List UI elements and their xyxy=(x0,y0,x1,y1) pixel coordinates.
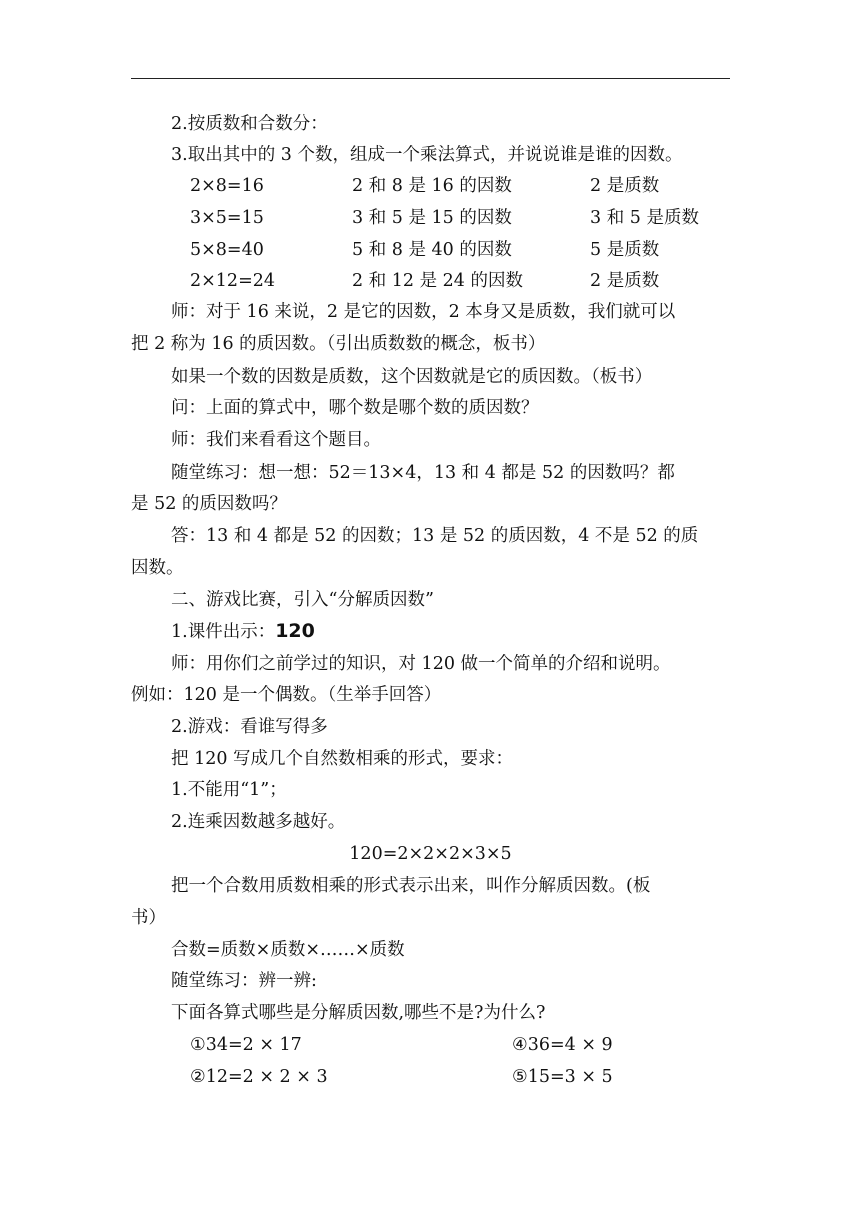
text-line: 把 120 写成几个自然数相乘的形式，要求： xyxy=(171,749,514,769)
text-line: 把一个合数用质数相乘的形式表示出来，叫作分解质因数。(板 xyxy=(171,876,651,896)
header-rule xyxy=(131,78,730,79)
table-cell: 2 和 12 是 24 的因数 xyxy=(352,271,523,291)
text-line: 如果一个数的因数是质数，这个因数就是它的质因数。（板书） xyxy=(171,367,653,387)
exercise-item: ②12=2 × 2 × 3 xyxy=(190,1067,328,1087)
text-line: 师：对于 16 来说，2 是它的因数，2 本身又是质数，我们就可以 xyxy=(171,302,676,322)
text-line: 师：用你们之前学过的知识，对 120 做一个简单的介绍和说明。 xyxy=(171,654,671,674)
text-line: 师：我们来看看这个题目。 xyxy=(171,430,381,450)
table-cell: 2 是质数 xyxy=(590,271,660,291)
text-line: 2.游戏：看谁写得多 xyxy=(171,717,328,737)
table-cell: 2×12=24 xyxy=(190,271,275,291)
table-cell: 3 和 5 是 15 的因数 xyxy=(352,208,512,228)
table-cell: 5 是质数 xyxy=(590,240,660,260)
exercise-item: ⑤15=3 × 5 xyxy=(512,1067,613,1087)
text-line: 把 2 称为 16 的质因数。（引出质数数的概念，板书） xyxy=(131,334,546,354)
table-cell: 3×5=15 xyxy=(190,208,264,228)
text-line: 2.连乘因数越多越好。 xyxy=(171,812,346,832)
text-line: 合数=质数×质数×……×质数 xyxy=(171,940,405,960)
text-line: 问：上面的算式中，哪个数是哪个数的质因数？ xyxy=(171,398,539,418)
table-cell: 3 和 5 是质数 xyxy=(590,208,699,228)
table-cell: 5×8=40 xyxy=(190,240,264,260)
text-line: 答：13 和 4 都是 52 的因数；13 是 52 的质因数，4 不是 52 的质 xyxy=(171,526,699,546)
table-cell: 2×8=16 xyxy=(190,176,264,196)
text-line: 下面各算式哪些是分解质因数,哪些不是?为什么? xyxy=(171,1003,546,1023)
text-line: 书） xyxy=(131,908,166,928)
formula: 120=2×2×2×3×5 xyxy=(349,844,512,864)
section-heading: 二、游戏比赛，引入“分解质因数” xyxy=(171,590,434,610)
text-line: 随堂练习：辨一辨: xyxy=(171,971,317,991)
text-prefix: 1.课件出示： xyxy=(171,622,276,642)
table-cell: 2 和 8 是 16 的因数 xyxy=(352,176,512,196)
table-cell: 5 和 8 是 40 的因数 xyxy=(352,240,512,260)
text-line: 3.取出其中的 3 个数，组成一个乘法算式，并说说谁是谁的因数。 xyxy=(171,145,683,165)
exercise-item: ①34=2 × 17 xyxy=(190,1035,302,1055)
text-line xyxy=(171,620,315,643)
emphasis-number: 120 xyxy=(275,620,315,642)
text-line: 1.不能用“1”； xyxy=(171,780,287,800)
text-line: 随堂练习：想一想：52＝13×4，13 和 4 都是 52 的因数吗？都 xyxy=(171,463,675,483)
exercise-item: ④36=4 × 9 xyxy=(512,1035,613,1055)
text-line: 2.按质数和合数分： xyxy=(171,114,328,134)
table-cell: 2 是质数 xyxy=(590,176,660,196)
text-line: 例如：120 是一个偶数。（生举手回答） xyxy=(131,685,442,705)
text-line: 是 52 的质因数吗？ xyxy=(131,494,287,514)
text-line: 因数。 xyxy=(131,558,184,578)
